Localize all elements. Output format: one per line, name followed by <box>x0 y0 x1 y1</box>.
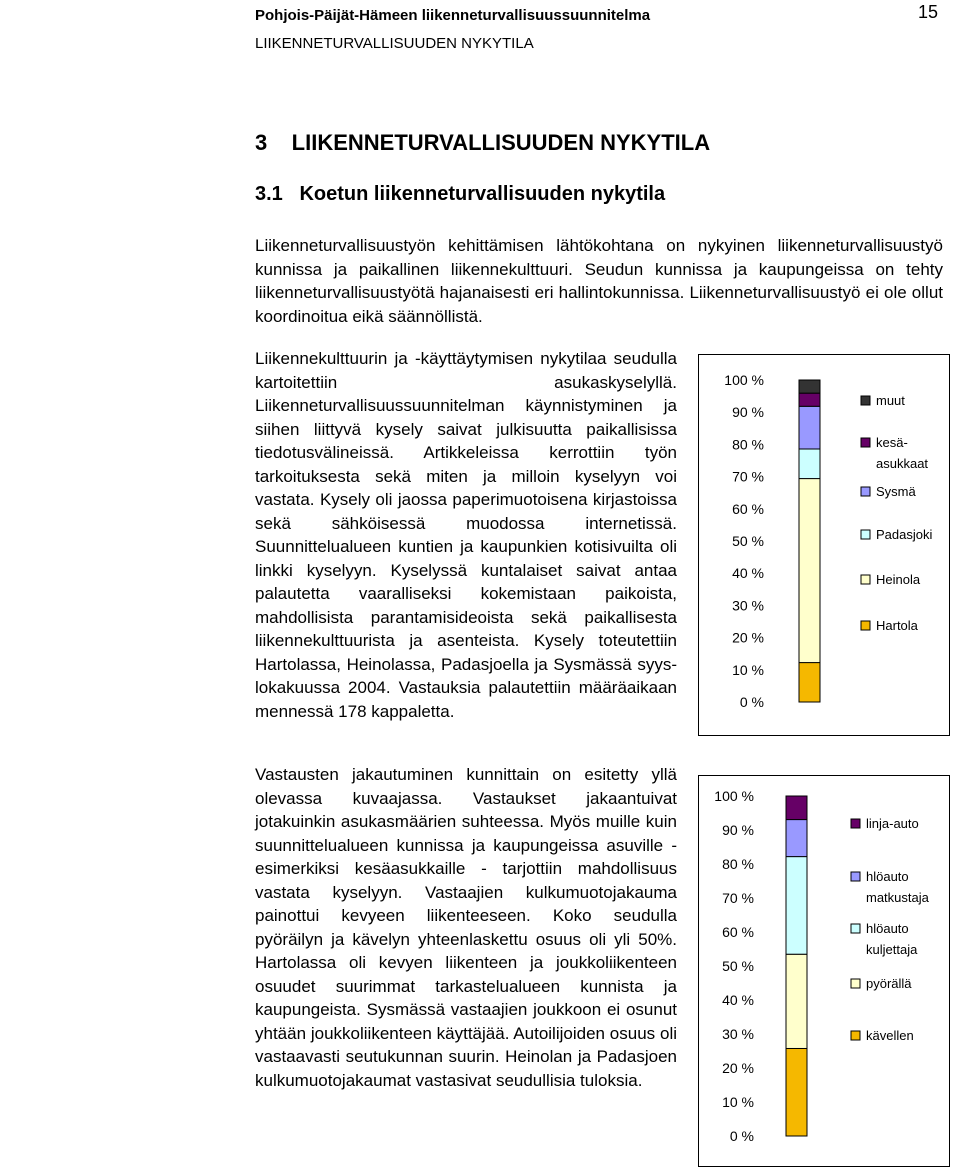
intro-paragraph: Liikenneturvallisuustyön kehittämisen lähtökohtana on nykyinen liikenneturvallisuustyö kunnissa ja paikallinen liikennekulttuuri. Seudun kunnissa ja kaupungeissa on tehty liikenneturvallisuustyötä hajanaisesti eri hallintokunnissa. Liikenneturvallisuustyö ei ole ollut koordinoitua eikä säännöllistä. <box>255 236 943 326</box>
legend-label: Sysmä <box>876 484 916 499</box>
legend-swatch <box>851 924 860 933</box>
legend-label: kävellen <box>866 1028 914 1043</box>
bar-segment <box>786 1048 807 1136</box>
y-tick-label: 90 % <box>722 822 754 838</box>
legend-label: asukkaat <box>876 456 929 471</box>
y-tick-label: 50 % <box>722 958 754 974</box>
bar-segment <box>786 857 807 955</box>
y-tick-label: 10 % <box>732 661 764 678</box>
legend-swatch <box>861 487 870 496</box>
survey-paragraph: Liikennekulttuurin ja -käyttäytymisen nykytilaa seudulla kartoitettiin asukaskyselyllä. Liikenneturvallisuussuunnitelman käynnistyminen ja siihen liittyvä kysely saivat julkisuutta paikallisissa tiedotusvälineissä. Artikkeleissa kerrottiin työn tarkoituksesta sekä miten ja milloin kyselyyn voi vastata. Kysely oli jaossa paperimuotoisena kirjastoissa sekä sähköisessä muodossa internetissä. Suunnittelualueen kuntien ja kaupunkien kotisivuilta oli linkki kyselyyn. Kyselyssä kuntalaiset saivat antaa palautetta vaaralliseksi kokemistaan paikoista, mahdollisista parantamisideoista sekä paikallisesta liikennekulttuurista ja asenteista. Kysely toteutettiin Hartolassa, Heinolassa, Padasjoella ja Sysmässä syys-lokakuussa 2004. Vastauksia palautettiin määräaikaan mennessä 178 kappaletta. <box>255 349 677 721</box>
bar-segment <box>786 954 807 1048</box>
y-tick-label: 0 % <box>729 1128 754 1144</box>
y-tick-label: 70 % <box>732 468 764 485</box>
header-subtitle: LIIKENNETURVALLISUUDEN NYKYTILA <box>255 35 534 52</box>
municipality-chart-frame <box>698 354 950 736</box>
bar-segment <box>786 820 807 857</box>
y-tick-label: 50 % <box>732 533 764 549</box>
y-tick-label: 20 % <box>722 1060 754 1076</box>
bar-segment <box>799 393 820 406</box>
legend-swatch <box>851 872 860 881</box>
bar-segment <box>799 406 820 449</box>
y-tick-label: 60 % <box>732 500 764 517</box>
y-tick-label: 100 % <box>724 372 764 388</box>
travel-mode-chart <box>699 776 949 1166</box>
legend-label: Padasjoki <box>876 527 933 542</box>
legend-swatch <box>851 819 860 828</box>
legend-label: kesä- <box>876 435 908 450</box>
y-tick-label: 100 % <box>714 788 754 804</box>
legend-label: Hartola <box>876 618 918 633</box>
legend-label: matkustaja <box>866 890 929 905</box>
legend-swatch <box>861 530 870 539</box>
y-tick-label: 40 % <box>722 992 754 1008</box>
chapter-heading: 3 LIIKENNETURVALLISUUDEN NYKYTILA <box>255 130 711 155</box>
legend-swatch <box>861 575 870 584</box>
legend-swatch <box>851 1031 860 1040</box>
y-tick-label: 0 % <box>739 694 764 710</box>
y-tick-label: 70 % <box>722 890 754 906</box>
y-tick-label: 30 % <box>722 1026 754 1042</box>
legend-swatch <box>861 438 870 447</box>
bar-segment <box>799 380 820 393</box>
y-tick-label: 40 % <box>732 565 764 582</box>
page-number: 15 <box>918 2 939 22</box>
legend-label: linja-auto <box>866 816 919 831</box>
legend-label: hlöauto <box>866 921 909 936</box>
municipality-chart <box>699 355 949 735</box>
y-tick-label: 10 % <box>722 1094 754 1110</box>
legend-label: muut <box>876 393 905 408</box>
y-tick-label: 20 % <box>732 629 764 646</box>
y-tick-label: 90 % <box>732 404 764 421</box>
y-tick-label: 80 % <box>722 856 754 872</box>
y-tick-label: 30 % <box>732 597 764 614</box>
section-heading: 3.1 Koetun liikenneturvallisuuden nykytila <box>255 183 666 205</box>
travel-mode-chart-frame <box>698 775 950 1167</box>
header-title: Pohjois-Päijät-Hämeen liikenneturvallisuussuunnitelma <box>255 7 651 24</box>
bar-segment <box>786 796 807 820</box>
legend-label: Heinola <box>876 572 921 587</box>
y-tick-label: 60 % <box>722 924 754 940</box>
legend-label: hlöauto <box>866 869 909 884</box>
legend-label: kuljettaja <box>866 942 918 957</box>
legend-swatch <box>851 979 860 988</box>
results-paragraph: Vastausten jakautuminen kunnittain on esitetty yllä olevassa kuvaajassa. Vastaukset jakaantuivat jotakuinkin asukasmäärien suhteessa. Myös muille kuin suunnittelualueen kunnissa ja kaupungeissa asuville - esimerkiksi kesäasukkaille - tarjottiin mahdollisuus vastata kyselyyn. Vastaajien kulkumuotojakauma painottui kevyeen liikenteeseen. Koko seudulla pyöräilyn ja kävelyn yhteenlaskettu osuus oli yli 50%. Hartolassa oli kevyen liikenteen ja joukkoliikenteen osuudet suurimmat tarkastelualueen kunnista ja kaupungeista. Sysmässä vastaajien joukkoon ei osunut yhtään joukkoliikenteen käyttäjää. Autoilijoiden osuus oli vastaavasti seutukunnan suurin. Heinolan ja Padasjoen kulkumuotojakaumat vastasivat seudullisia tuloksia. <box>255 765 677 1090</box>
legend-label: pyörällä <box>866 976 912 991</box>
bar-segment <box>799 479 820 663</box>
bar-segment <box>799 663 820 702</box>
legend-swatch <box>861 396 870 405</box>
y-tick-label: 80 % <box>732 436 764 453</box>
legend-swatch <box>861 621 870 630</box>
bar-segment <box>799 449 820 479</box>
